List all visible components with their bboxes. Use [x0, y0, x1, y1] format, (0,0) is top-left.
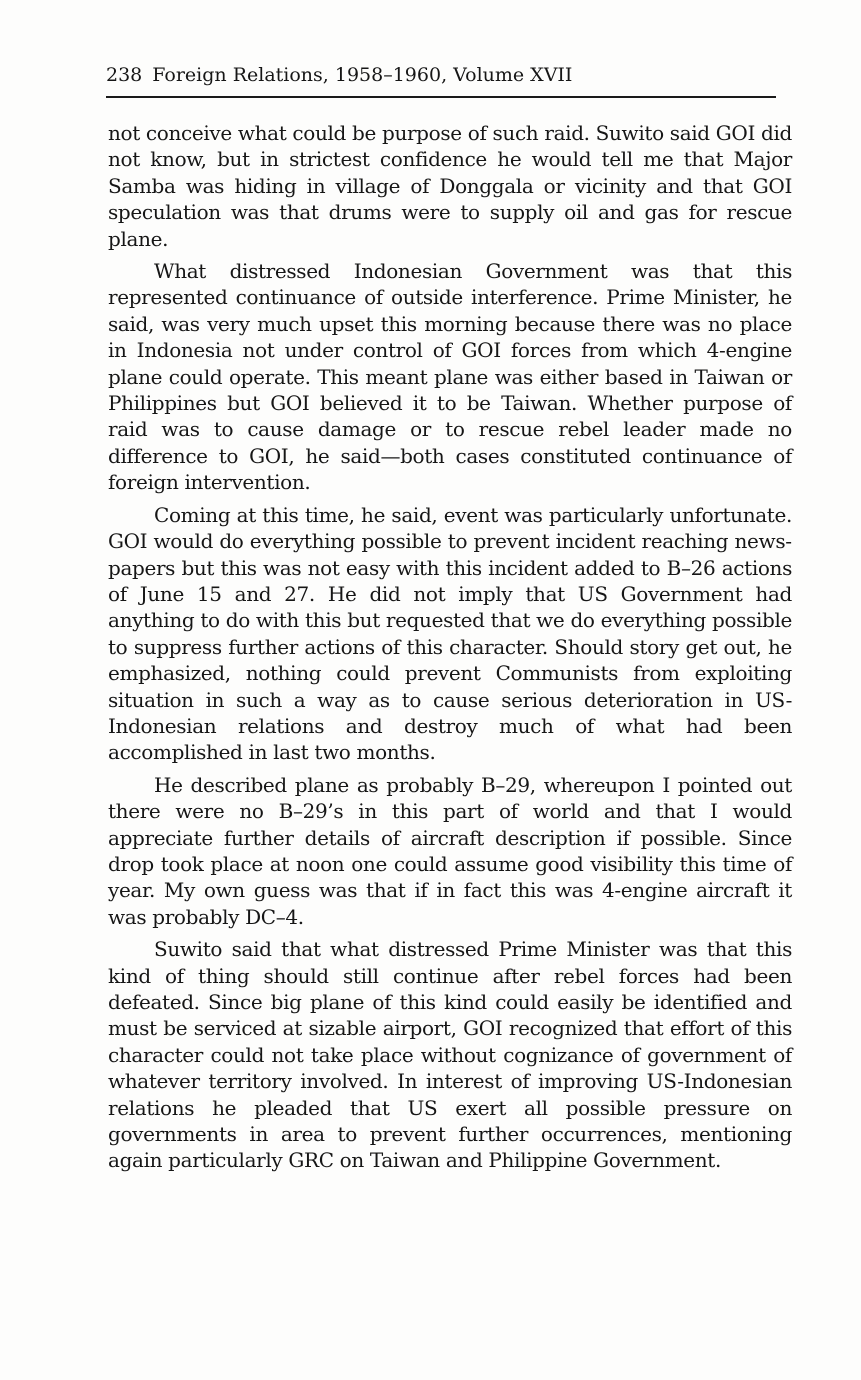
running-title: Foreign Relations, 1958–1960, Volume XVII — [152, 64, 573, 86]
paragraph-continued: not conceive what could be purpose of such raid. Suwito said GOI did not know, but in strictest confidence he would tell me that Major Samba was hiding in village of Donggala or vicinity and that GOI speculation was that drums were to supply oil and gas for rescue plane. — [108, 121, 792, 251]
page-number: 238 — [106, 64, 143, 86]
paragraph: Coming at this time, he said, event was particularly unfortunate. GOI would do everything possible to prevent incident reaching newspapers but this was not easy with this incident added to B–26 actions of June 15 and 27. He did not imply that US Government had anything to do with this but requested that we do everything possible to suppress further actions of this character. Should story get out, he emphasized, nothing could prevent Communists from exploiting situation in such a way as to cause serious deterioration in US-Indonesian relations and destroy much of what had been accomplished in last two months. — [108, 502, 792, 765]
body-text — [108, 120, 792, 1180]
running-head — [106, 60, 776, 98]
paragraph: He described plane as probably B–29, whereupon I pointed out there were no B–29’s in this part of world and that I would appreciate further details of aircraft description if possible. Since drop took place at noon one could assume good visibility this time of year. My own guess was that if in fact this was 4-engine aircraft it was probably DC–4. — [108, 772, 792, 929]
paragraph: Suwito said that what distressed Prime Minister was that this kind of thing should still continue after rebel forces had been defeated. Since big plane of this kind could easily be identified and must be serviced at sizable airport, GOI recognized that effort of this character could not take place without cognizance of government of whatever territory involved. In interest of improving US-Indonesian relations he pleaded that US exert all possible pressure on governments in area to prevent further occurrences, mentioning again particularly GRC on Taiwan and Philippine Government. — [108, 937, 792, 1173]
paragraph: What distressed Indonesian Government was that this represented continuance of outside interference. Prime Minister, he said, was very much upset this morning because there was no place in Indonesia not under control of GOI forces from which 4-engine plane could operate. This meant plane was either based in Taiwan or Philippines but GOI believed it to be Taiwan. Whether purpose of raid was to cause damage or to rescue rebel leader made no difference to GOI, he said—both cases constituted continuance of foreign intervention. — [108, 259, 792, 495]
